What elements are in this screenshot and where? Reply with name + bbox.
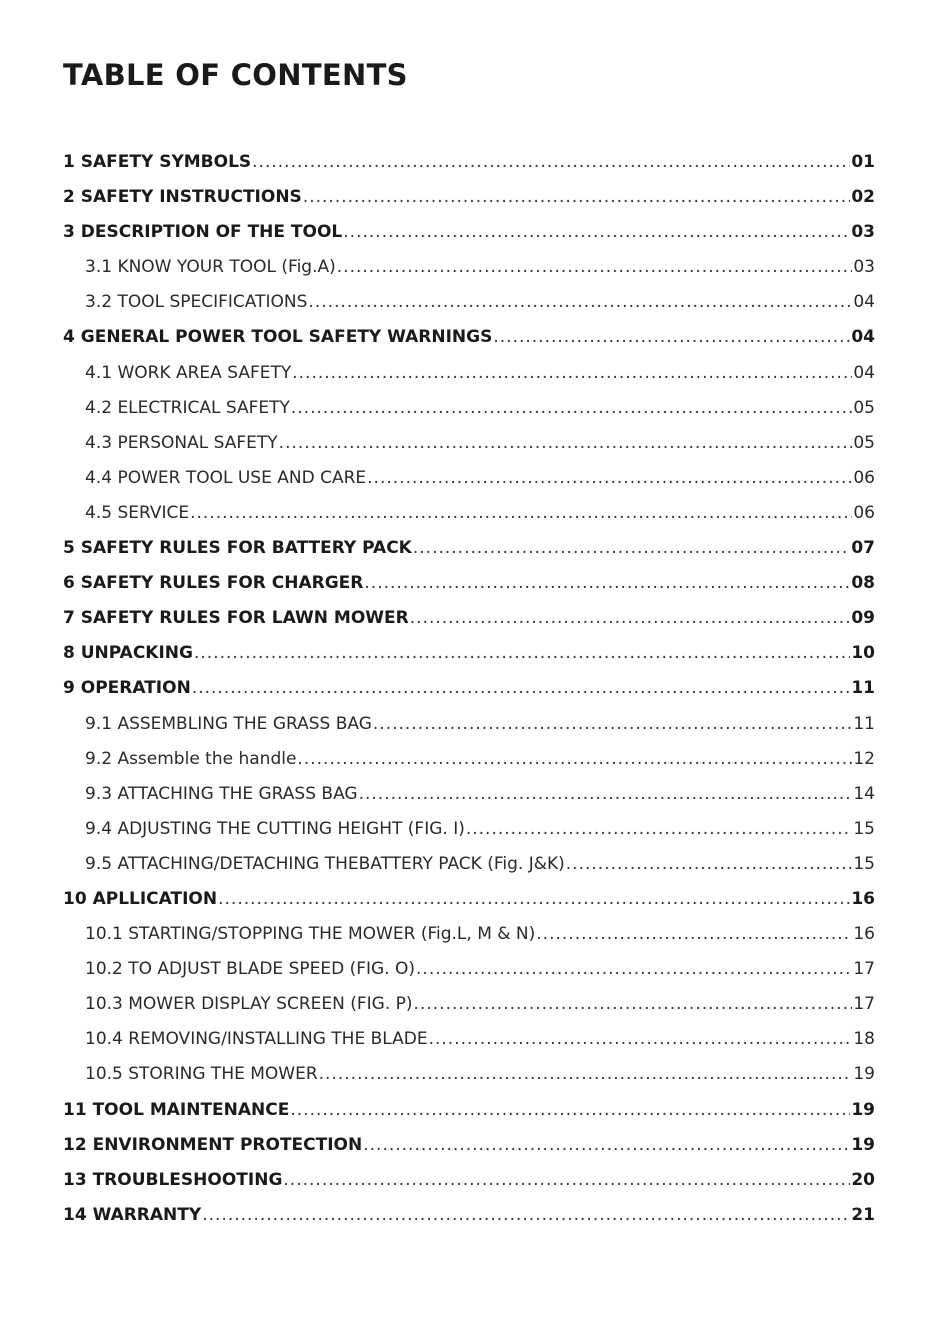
toc-entry-label: 10.1 STARTING/STOPPING THE MOWER (Fig.L, M & N): [85, 924, 536, 945]
toc-entry-label: 9 OPERATION: [63, 678, 191, 699]
toc-subsection-entry[interactable]: [63, 356, 875, 391]
toc-entry-label: 9.5 ATTACHING/DETACHING THEBATTERY PACK (Fig. J&K): [85, 853, 565, 874]
toc-dot-leader: [194, 636, 850, 671]
toc-entry-label: 6 SAFETY RULES FOR CHARGER: [63, 573, 364, 594]
toc-entry-label: 13 TROUBLESHOOTING: [63, 1169, 283, 1190]
toc-entry-label: 12 ENVIRONMENT PROTECTION: [63, 1134, 363, 1155]
toc-subsection-entry[interactable]: [63, 742, 875, 777]
toc-dot-leader: [279, 426, 853, 461]
toc-entry-label: 9.2 Assemble the handle: [85, 748, 297, 769]
toc-page-number: 03: [851, 222, 875, 243]
toc-dot-leader: [297, 742, 852, 777]
toc-page-number: 11: [853, 713, 875, 734]
toc-entry-label: 11 TOOL MAINTENANCE: [63, 1099, 290, 1120]
toc-dot-leader: [218, 882, 850, 917]
toc-page-number: 18: [853, 1029, 875, 1050]
toc-subsection-entry[interactable]: [63, 847, 875, 882]
toc-subsection-entry[interactable]: [63, 777, 875, 812]
toc-page-number: 06: [853, 502, 875, 523]
toc-subsection-entry[interactable]: [63, 391, 875, 426]
toc-page-number: 04: [853, 362, 875, 383]
toc-dot-leader: [359, 777, 853, 812]
toc-page-number: 19: [851, 1134, 875, 1155]
toc-entry-label: 10.4 REMOVING/INSTALLING THE BLADE: [85, 1029, 428, 1050]
toc-subsection-entry[interactable]: [63, 917, 875, 952]
toc-page-number: 03: [853, 257, 875, 278]
toc-dot-leader: [429, 1022, 853, 1057]
toc-entry-label: 14 WARRANTY: [63, 1204, 202, 1225]
toc-dot-leader: [363, 1128, 850, 1163]
toc-subsection-entry[interactable]: [63, 285, 875, 320]
toc-dot-leader: [566, 847, 853, 882]
toc-subsection-entry[interactable]: [63, 496, 875, 531]
toc-dot-leader: [252, 145, 850, 180]
toc-entry-label: 10.5 STORING THE MOWER: [85, 1064, 318, 1085]
toc-entry-label: 9.4 ADJUSTING THE CUTTING HEIGHT (FIG. I): [85, 818, 465, 839]
toc-page-number: 08: [851, 573, 875, 594]
toc-page-number: 19: [853, 1064, 875, 1085]
toc-dot-leader: [283, 1163, 850, 1198]
toc-page-number: 20: [851, 1169, 875, 1190]
toc-section-entry[interactable]: [63, 1163, 875, 1198]
toc-entry-label: 3 DESCRIPTION OF THE TOOL: [63, 222, 343, 243]
toc-page-number: 06: [853, 467, 875, 488]
toc-section-entry[interactable]: [63, 180, 875, 215]
toc-dot-leader: [319, 1057, 853, 1092]
page-title: TABLE OF CONTENTS: [63, 58, 408, 92]
toc-dot-leader: [190, 496, 852, 531]
toc-page-number: 16: [851, 888, 875, 909]
toc-entry-label: 4.3 PERSONAL SAFETY: [85, 432, 278, 453]
toc-page-number: 17: [853, 959, 875, 980]
toc-page-number: 16: [853, 924, 875, 945]
toc-entry-label: 4.4 POWER TOOL USE AND CARE: [85, 467, 367, 488]
toc-section-entry[interactable]: [63, 1093, 875, 1128]
toc-entry-label: 5 SAFETY RULES FOR BATTERY PACK: [63, 538, 412, 559]
toc-page-number: 12: [853, 748, 875, 769]
toc-dot-leader: [192, 671, 851, 706]
toc-entry-label: 3.1 KNOW YOUR TOOL (Fig.A): [85, 257, 336, 278]
toc-section-entry[interactable]: [63, 145, 875, 180]
toc-dot-leader: [536, 917, 852, 952]
toc-section-entry[interactable]: [63, 531, 875, 566]
toc-section-entry[interactable]: [63, 636, 875, 671]
toc-page-number: 21: [851, 1204, 875, 1225]
toc-page-number: 05: [853, 432, 875, 453]
toc-list: [63, 145, 875, 1233]
toc-page-number: 07: [851, 538, 875, 559]
toc-dot-leader: [493, 320, 850, 355]
toc-section-entry[interactable]: [63, 320, 875, 355]
toc-entry-label: 4.2 ELECTRICAL SAFETY: [85, 397, 290, 418]
toc-subsection-entry[interactable]: [63, 812, 875, 847]
toc-dot-leader: [343, 215, 850, 250]
toc-section-entry[interactable]: [63, 1198, 875, 1233]
toc-page-number: 09: [851, 608, 875, 629]
toc-entry-label: 10.2 TO ADJUST BLADE SPEED (FIG. O): [85, 959, 416, 980]
toc-dot-leader: [367, 461, 852, 496]
toc-page-number: 14: [853, 783, 875, 804]
toc-subsection-entry[interactable]: [63, 250, 875, 285]
toc-subsection-entry[interactable]: [63, 1057, 875, 1092]
toc-dot-leader: [364, 566, 850, 601]
toc-dot-leader: [202, 1198, 850, 1233]
toc-dot-leader: [466, 812, 853, 847]
toc-dot-leader: [414, 987, 853, 1022]
toc-entry-label: 7 SAFETY RULES FOR LAWN MOWER: [63, 608, 409, 629]
toc-page-number: 04: [851, 327, 875, 348]
toc-section-entry[interactable]: [63, 671, 875, 706]
toc-page-number: 15: [853, 818, 875, 839]
toc-page-number: 17: [853, 994, 875, 1015]
toc-entry-label: 10 APLLICATION: [63, 888, 218, 909]
toc-section-entry[interactable]: [63, 882, 875, 917]
toc-entry-label: 10.3 MOWER DISPLAY SCREEN (FIG. P): [85, 994, 413, 1015]
toc-entry-label: 2 SAFETY INSTRUCTIONS: [63, 187, 302, 208]
toc-section-entry[interactable]: [63, 601, 875, 636]
toc-dot-leader: [337, 250, 853, 285]
toc-page-number: 02: [851, 187, 875, 208]
toc-entry-label: 4.1 WORK AREA SAFETY: [85, 362, 292, 383]
toc-page-number: 10: [851, 643, 875, 664]
toc-subsection-entry[interactable]: [63, 461, 875, 496]
toc-entry-label: 9.3 ATTACHING THE GRASS BAG: [85, 783, 358, 804]
toc-page-number: 01: [851, 152, 875, 172]
toc-section-entry[interactable]: [63, 1128, 875, 1163]
toc-dot-leader: [373, 707, 852, 742]
toc-subsection-entry[interactable]: [63, 952, 875, 987]
toc-dot-leader: [291, 391, 852, 426]
toc-dot-leader: [292, 356, 852, 391]
toc-page-number: 15: [853, 853, 875, 874]
toc-subsection-entry[interactable]: [63, 707, 875, 742]
toc-section-entry[interactable]: [63, 566, 875, 601]
toc-dot-leader: [416, 952, 852, 987]
toc-entry-label: 4 GENERAL POWER TOOL SAFETY WARNINGS: [63, 327, 493, 348]
toc-entry-label: 9.1 ASSEMBLING THE GRASS BAG: [85, 713, 372, 734]
toc-dot-leader: [308, 285, 852, 320]
toc-entry-label: 4.5 SERVICE: [85, 502, 190, 523]
toc-page-number: 05: [853, 397, 875, 418]
toc-page-number: 11: [851, 678, 875, 699]
toc-page-number: 19: [851, 1099, 875, 1120]
toc-dot-leader: [410, 601, 851, 636]
toc-dot-leader: [290, 1093, 850, 1128]
toc-entry-label: 1 SAFETY SYMBOLS: [63, 152, 252, 172]
toc-subsection-entry[interactable]: [63, 1022, 875, 1057]
toc-dot-leader: [303, 180, 851, 215]
toc-page-number: 04: [853, 292, 875, 313]
toc-subsection-entry[interactable]: [63, 987, 875, 1022]
toc-dot-leader: [413, 531, 850, 566]
toc-section-entry[interactable]: [63, 215, 875, 250]
toc-subsection-entry[interactable]: [63, 426, 875, 461]
toc-entry-label: 3.2 TOOL SPECIFICATIONS: [85, 292, 308, 313]
toc-entry-label: 8 UNPACKING: [63, 643, 193, 664]
